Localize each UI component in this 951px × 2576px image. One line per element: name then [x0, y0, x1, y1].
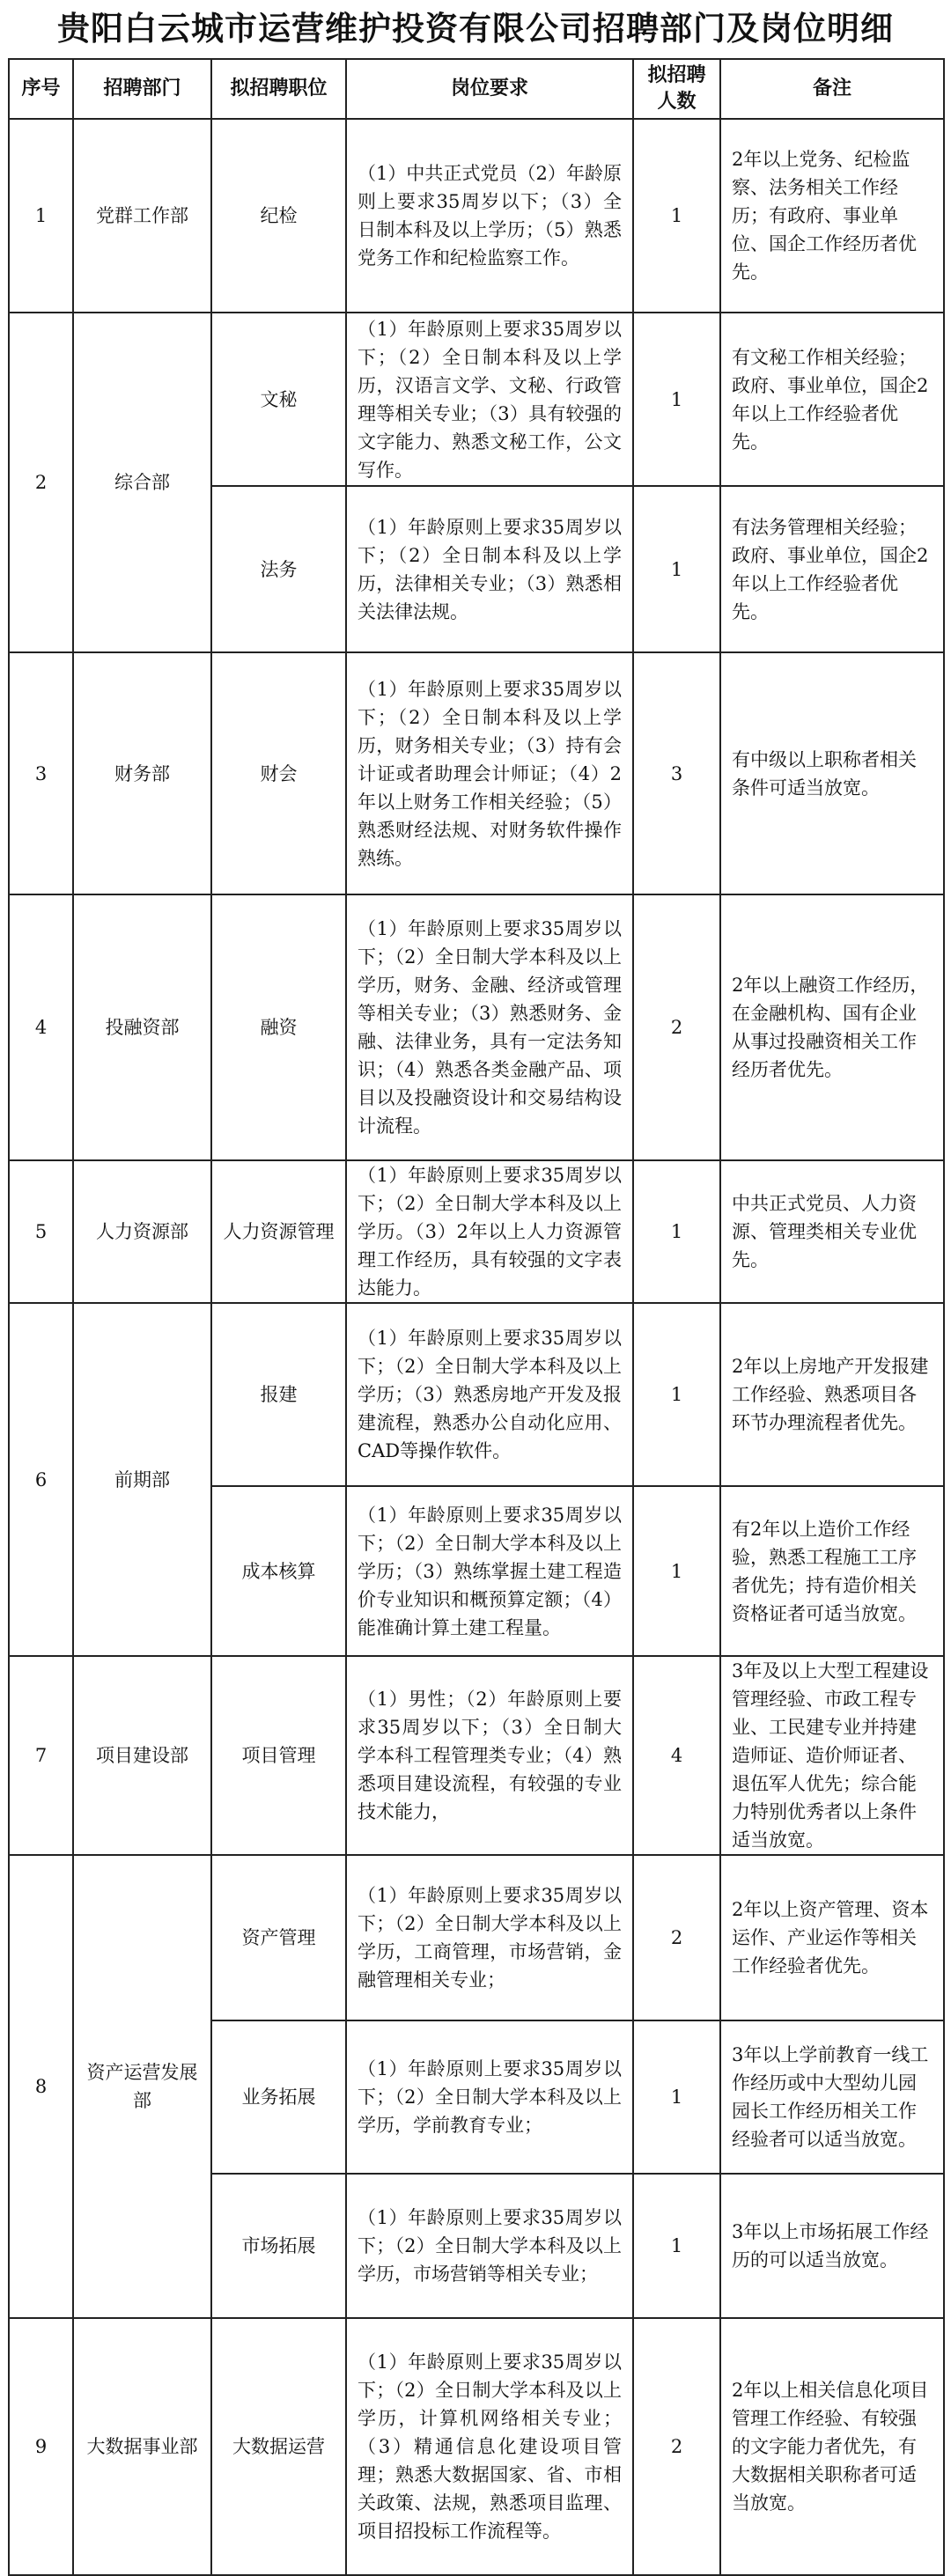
table-row [9, 1855, 944, 2020]
header-requirements: 岗位要求 [346, 59, 633, 119]
position-cell: 纪检 [211, 119, 346, 313]
requirements-cell: （1）年龄原则上要求35周岁以下；（2）全日制大学本科及以上学历，计算机网络相关专业；（3）精通信息化建设项目管理；熟悉大数据国家、省、市相关政策、法规，熟悉项目监理、项目招投标工作流程等。 [346, 2318, 633, 2575]
position-cell: 资产管理 [211, 1855, 346, 2020]
recruitment-table [8, 58, 945, 2576]
requirements-cell: （1）年龄原则上要求35周岁以下；（2）全日制大学本科及以上学历，市场营销等相关专业； [346, 2174, 633, 2318]
requirements-cell: （1）年龄原则上要求35周岁以下；（2）全日制大学本科及以上学历，工商管理，市场营销，金融管理相关专业； [346, 1855, 633, 2020]
header-department: 招聘部门 [73, 59, 211, 119]
table-row [9, 313, 944, 486]
count-cell: 3 [633, 652, 720, 894]
notes-cell: 2年以上融资工作经历，在金融机构、国有企业从事过投融资相关工作经历者优先。 [720, 894, 944, 1160]
notes-cell: 3年以上市场拓展工作经历的可以适当放宽。 [720, 2174, 944, 2318]
position-cell: 人力资源管理 [211, 1160, 346, 1303]
requirements-cell: （1）年龄原则上要求35周岁以下；（2）全日制大学本科及以上学历，财务、金融、经济或管理等相关专业；（3）熟悉财务、金融、法律业务，具有一定法务知识；（4）熟悉各类金融产品、项目以及投融资设计和交易结构设计流程。 [346, 894, 633, 1160]
requirements-cell: （1）年龄原则上要求35周岁以下；（2）全日制大学本科及以上学历；（3）熟悉房地产开发及报建流程，熟悉办公自动化应用、CAD等操作软件。 [346, 1303, 633, 1486]
table-row [9, 119, 944, 313]
table-row [9, 1160, 944, 1303]
row-index: 6 [9, 1303, 73, 1656]
row-index: 1 [9, 119, 73, 313]
department-cell: 投融资部 [73, 894, 211, 1160]
count-cell: 2 [633, 1855, 720, 2020]
notes-cell: 2年以上相关信息化项目管理工作经验、有较强的文字能力者优先，有大数据相关职称者可适当放宽。 [720, 2318, 944, 2575]
requirements-cell: （1）年龄原则上要求35周岁以下；（2）全日制本科及以上学历，法律相关专业；（3）熟悉相关法律法规。 [346, 486, 633, 652]
row-index: 7 [9, 1656, 73, 1855]
header-position: 拟招聘职位 [211, 59, 346, 119]
count-cell: 1 [633, 2020, 720, 2174]
page-title: 贵阳白云城市运营维护投资有限公司招聘部门及岗位明细 [57, 10, 894, 48]
position-cell: 报建 [211, 1303, 346, 1486]
requirements-cell: （1）年龄原则上要求35周岁以下；（2）全日制大学本科及以上学历，学前教育专业； [346, 2020, 633, 2174]
notes-cell: 3年及以上大型工程建设管理经验、市政工程专业、工民建专业并持建造师证、造价师证者、退伍军人优先；综合能力特别优秀者以上条件适当放宽。 [720, 1656, 944, 1855]
notes-cell: 有文秘工作相关经验；政府、事业单位，国企2年以上工作经验者优先。 [720, 313, 944, 486]
requirements-cell: （1）年龄原则上要求35周岁以下；（2）全日制本科及以上学历，财务相关专业；（3）持有会计证或者助理会计师证；（4）2年以上财务工作相关经验；（5）熟悉财经法规、对财务软件操作熟练。 [346, 652, 633, 894]
department-cell: 大数据事业部 [73, 2318, 211, 2575]
department-cell: 综合部 [73, 313, 211, 652]
notes-cell: 有2年以上造价工作经验，熟悉工程施工工序者优先；持有造价相关资格证者可适当放宽。 [720, 1486, 944, 1656]
position-cell: 业务拓展 [211, 2020, 346, 2174]
header-index: 序号 [9, 59, 73, 119]
row-index: 9 [9, 2318, 73, 2575]
position-cell: 文秘 [211, 313, 346, 486]
position-cell: 法务 [211, 486, 346, 652]
position-cell: 财会 [211, 652, 346, 894]
requirements-cell: （1）年龄原则上要求35周岁以下；（2）全日制本科及以上学历，汉语言文学、文秘、行政管理等相关专业；（3）具有较强的文字能力、熟悉文秘工作，公文写作。 [346, 313, 633, 486]
notes-cell: 2年以上党务、纪检监察、法务相关工作经历；有政府、事业单位、国企工作经历者优先。 [720, 119, 944, 313]
count-cell: 1 [633, 1303, 720, 1486]
position-cell: 成本核算 [211, 1486, 346, 1656]
header-row [9, 59, 944, 119]
requirements-cell: （1）男性；（2）年龄原则上要求35周岁以下；（3）全日制大学本科工程管理类专业；（4）熟悉项目建设流程，有较强的专业技术能力， [346, 1656, 633, 1855]
count-cell: 2 [633, 2318, 720, 2575]
notes-cell: 2年以上资产管理、资本运作、产业运作等相关工作经验者优先。 [720, 1855, 944, 2020]
position-cell: 大数据运营 [211, 2318, 346, 2575]
notes-cell: 有法务管理相关经验；政府、事业单位，国企2年以上工作经验者优先。 [720, 486, 944, 652]
table-row [9, 894, 944, 1160]
notes-cell: 3年以上学前教育一线工作经历或中大型幼儿园园长工作经历相关工作经验者可以适当放宽。 [720, 2020, 944, 2174]
count-cell: 1 [633, 2174, 720, 2318]
row-index: 4 [9, 894, 73, 1160]
row-index: 5 [9, 1160, 73, 1303]
header-notes: 备注 [720, 59, 944, 119]
table-row [9, 1656, 944, 1855]
position-cell: 融资 [211, 894, 346, 1160]
notes-cell: 2年以上房地产开发报建工作经验、熟悉项目各环节办理流程者优先。 [720, 1303, 944, 1486]
table-row [9, 2318, 944, 2575]
row-index: 3 [9, 652, 73, 894]
notes-cell: 有中级以上职称者相关条件可适当放宽。 [720, 652, 944, 894]
count-cell: 1 [633, 1486, 720, 1656]
position-cell: 项目管理 [211, 1656, 346, 1855]
count-cell: 2 [633, 894, 720, 1160]
table-row [9, 652, 944, 894]
table-row [9, 1303, 944, 1486]
count-cell: 1 [633, 313, 720, 486]
position-cell: 市场拓展 [211, 2174, 346, 2318]
row-index: 2 [9, 313, 73, 652]
count-cell: 1 [633, 1160, 720, 1303]
requirements-cell: （1）年龄原则上要求35周岁以下；（2）全日制大学本科及以上学历。（3）2年以上人力资源管理工作经历，具有较强的文字表达能力。 [346, 1160, 633, 1303]
requirements-cell: （1）中共正式党员（2）年龄原则上要求35周岁以下；（3）全日制本科及以上学历；（5）熟悉党务工作和纪检监察工作。 [346, 119, 633, 313]
department-cell: 党群工作部 [73, 119, 211, 313]
department-cell: 项目建设部 [73, 1656, 211, 1855]
count-cell: 1 [633, 486, 720, 652]
row-index: 8 [9, 1855, 73, 2318]
department-cell: 资产运营发展部 [73, 1855, 211, 2318]
department-cell: 前期部 [73, 1303, 211, 1656]
header-count: 拟招聘人数 [633, 59, 720, 119]
department-cell: 财务部 [73, 652, 211, 894]
department-cell: 人力资源部 [73, 1160, 211, 1303]
count-cell: 4 [633, 1656, 720, 1855]
notes-cell: 中共正式党员、人力资源、管理类相关专业优先。 [720, 1160, 944, 1303]
requirements-cell: （1）年龄原则上要求35周岁以下；（2）全日制大学本科及以上学历；（3）熟练掌握土建工程造价专业知识和概预算定额；（4）能准确计算土建工程量。 [346, 1486, 633, 1656]
count-cell: 1 [633, 119, 720, 313]
